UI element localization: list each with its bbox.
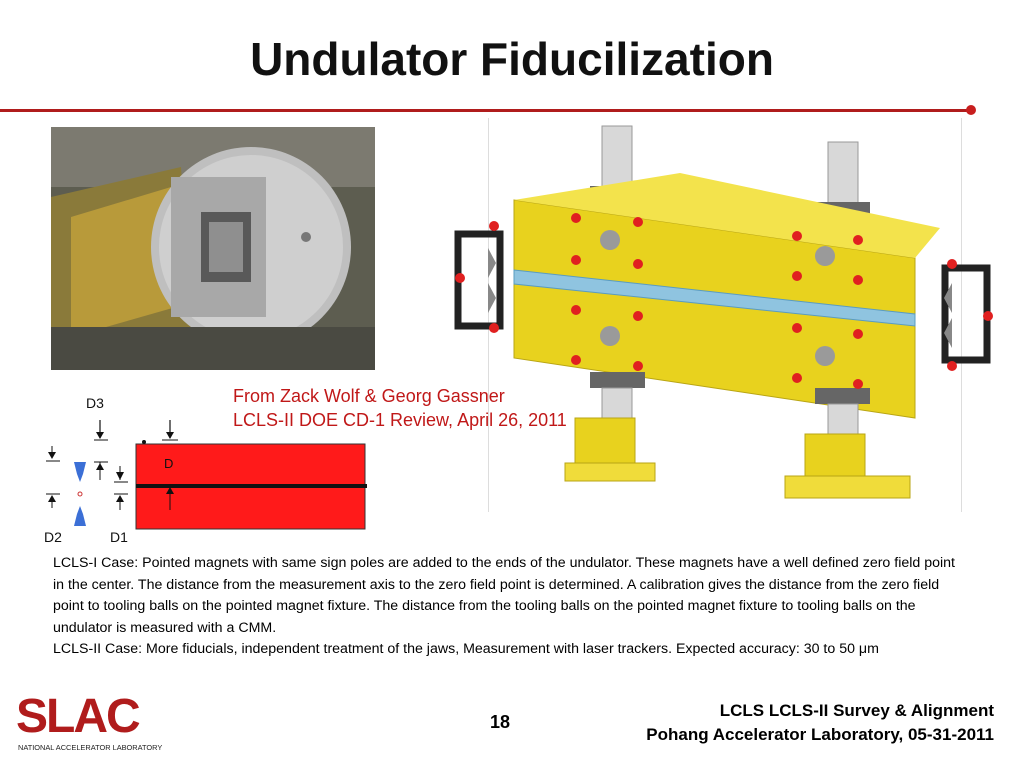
title-divider-dot xyxy=(966,105,976,115)
pointed-magnet-diagram xyxy=(40,392,380,552)
paragraph-lcls-2: LCLS-II Case: More fiducials, independent treatment of the jaws, Measurement with laser trackers. Expected accuracy: 30 to 50 μm xyxy=(53,641,879,657)
label-d3: D3 xyxy=(86,395,104,411)
body-text xyxy=(53,553,963,661)
label-d1: D1 xyxy=(110,529,128,545)
undulator-render xyxy=(440,118,1000,518)
slide-title: Undulator Fiducilization xyxy=(250,33,774,85)
title-divider xyxy=(0,109,968,112)
undulator-photo xyxy=(51,127,375,370)
label-d: D xyxy=(164,456,174,471)
footer-info xyxy=(646,699,994,747)
label-d2: D2 xyxy=(44,529,62,545)
logo-subtitle: NATIONAL ACCELERATOR LABORATORY xyxy=(18,743,163,752)
footer-line-2: Pohang Accelerator Laboratory, 05-31-2011 xyxy=(646,725,994,744)
logo-word: SLAC xyxy=(16,690,139,743)
credit-line-1: From Zack Wolf & Georg Gassner xyxy=(233,386,505,406)
paragraph-lcls-1: LCLS-I Case: Pointed magnets with same sign poles are added to the ends of the undulator. These magnets have a well defined zero field point in the center. The distance from the measurement axis to the zero field point is determined. A calibration gives the distance from the zero field point to tooling balls on the pointed magnet fixture. The distance from the tooling balls on the pointed magnet fixture to tooling balls on the undulator is measured with a CMM. xyxy=(53,555,955,636)
credit-line-2: LCLS-II DOE CD-1 Review, April 26, 2011 xyxy=(233,410,567,430)
page-number: 18 xyxy=(490,712,511,732)
footer-line-1: LCLS LCLS-II Survey & Alignment xyxy=(719,701,994,720)
slac-logo xyxy=(16,690,196,754)
